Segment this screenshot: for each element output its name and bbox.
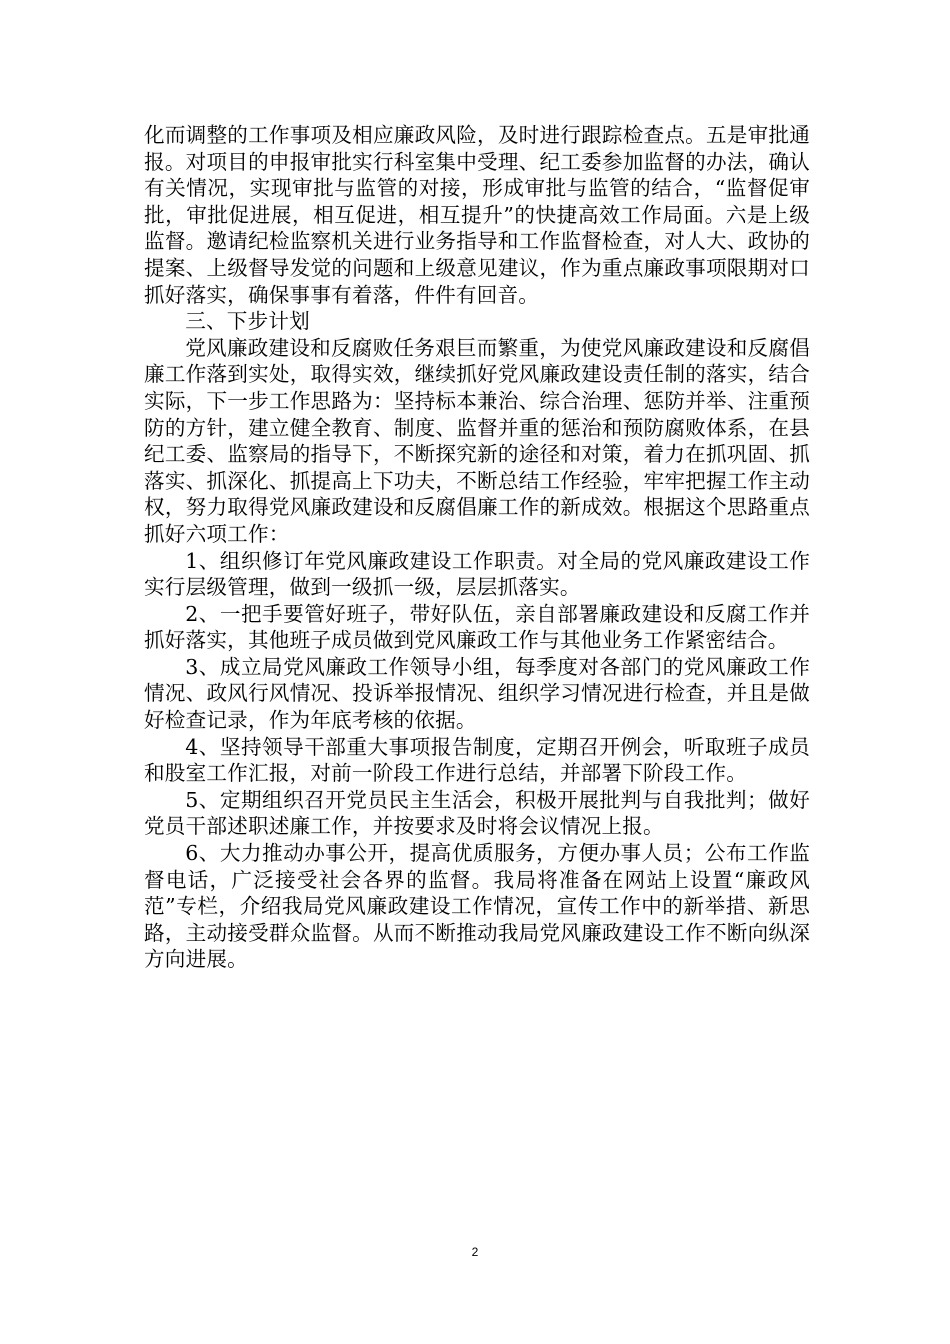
document-body [144, 122, 810, 973]
list-item-4: 4、坚持领导干部重大事项报告制度，定期召开例会，听取班子成员和股室工作汇报，对前一阶段工作进行总结，并部署下阶段工作。 [144, 734, 810, 786]
list-item-6: 6、大力推动办事公开，提高优质服务，方便办事人员；公布工作监督电话，广泛接受社会各界的监督。我局将准备在网站上设置“廉政风范”专栏，介绍我局党风廉政建设工作情况，宣传工作中的新举措、新思路，主动接受群众监督。从而不断推动我局党风廉政建设工作不断向纵深方向进展。 [144, 841, 810, 972]
list-item-5: 5、定期组织召开党员民主生活会，积极开展批判与自我批判；做好党员干部述职述廉工作，并按要求及时将会议情况上报。 [144, 787, 810, 839]
page-number: 2 [471, 1245, 479, 1259]
list-item-1: 1、组织修订年党风廉政建设工作职责。对全局的党风廉政建设工作实行层级管理，做到一级抓一级，层层抓落实。 [144, 548, 810, 600]
section-heading-next-steps: 三、下步计划 [185, 309, 310, 334]
list-item-3: 3、成立局党风廉政工作领导小组，每季度对各部门的党风廉政工作情况、政风行风情况、投诉举报情况、组织学习情况进行检查，并且是做好检查记录，作为年底考核的依据。 [144, 654, 810, 733]
paragraph-plan-intro: 党风廉政建设和反腐败任务艰巨而繁重，为使党风廉政建设和反腐倡廉工作落到实处，取得实效，继续抓好党风廉政建设责任制的落实，结合实际，下一步工作思路为：坚持标本兼治、综合治理、惩防并举、注重预防的方针，建立健全教育、制度、监督并重的惩治和预防腐败体系，在县纪工委、监察局的指导下，不断探究新的途径和对策，着力在抓巩固、抓落实、抓深化、抓提高上下功夫，不断总结工作经验，牢牢把握工作主动权，努力取得党风廉政建设和反腐倡廉工作的新成效。根据这个思路重点抓好六项工作： [144, 335, 810, 546]
paragraph-continuation: 化而调整的工作事项及相应廉政风险，及时进行跟踪检查点。五是审批通报。对项目的申报审批实行科室集中受理、纪工委参加监督的办法，确认有关情况，实现审批与监管的对接，形成审批与监管的结合，“监督促审批，审批促进展，相互促进，相互提升”的快捷高效工作局面。六是上级监督。邀请纪检监察机关进行业务指导和工作监督检查，对人大、政协的提案、上级督导发觉的问题和上级意见建议，作为重点廉政事项限期对口抓好落实，确保事事有着落，件件有回音。 [144, 123, 810, 307]
list-item-2: 2、一把手要管好班子，带好队伍，亲自部署廉政建设和反腐工作并抓好落实，其他班子成员做到党风廉政工作与其他业务工作紧密结合。 [144, 601, 810, 653]
